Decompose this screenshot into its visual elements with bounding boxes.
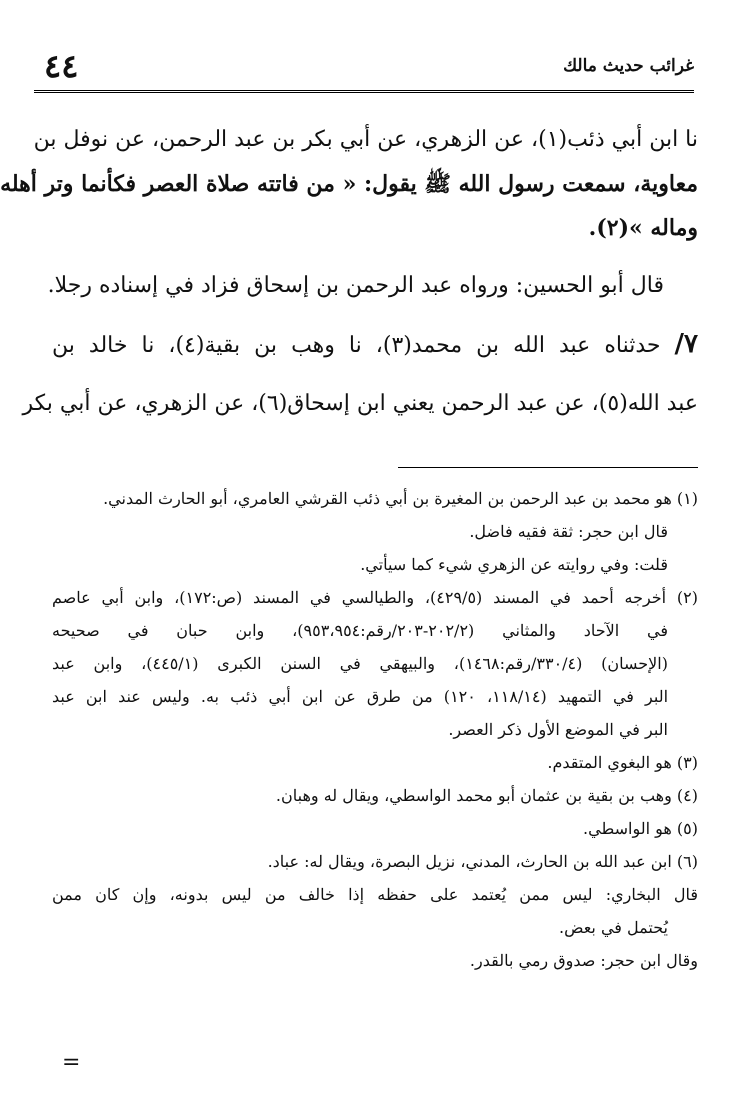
main-line-2: معاوية، سمعت رسول الله ﷺ يقول: « من فاتته صلاة العصر فكأنما وتر أهله xyxy=(0,171,698,197)
continuation-mark: = xyxy=(62,1050,81,1075)
footnote-1-note: قال ابن حجر: ثقة فقيه فاضل. xyxy=(469,522,668,541)
main-line-5 xyxy=(52,322,698,368)
footnote-6-note: قال البخاري: ليس ممن يُعتمد على حفظه إذا خالف من ليس بدونه، وإن كان ممن xyxy=(52,885,699,904)
main-line-4: قال أبو الحسين: ورواه عبد الرحمن بن إسحاق فزاد في إسناده رجلا. xyxy=(47,273,664,298)
main-line-6: عبد الله(٥)، عن عبد الرحمن يعني ابن إسحاق(٦)، عن الزهري، عن أبي بكر xyxy=(22,391,698,416)
page-header xyxy=(34,46,694,86)
footnote-6-note-cont: يُحتمل في بعض. xyxy=(559,918,668,937)
main-line-3: وماله »(٢). xyxy=(588,215,698,241)
main-line-5-text: حدثناه عبد الله بن محمد(٣)، نا وهب بن بقية(٤)، نا خالد بن xyxy=(52,333,661,358)
footnote-2-cont: البر في التمهيد (١١٨/١٤، ١٢٠) من طرق عن ابن أبي ذئب به. وليس عند ابن عبد xyxy=(52,687,669,706)
footnote-6-note: وقال ابن حجر: صدوق رمي بالقدر. xyxy=(469,951,698,970)
running-title: غرائب حديث مالك xyxy=(563,56,694,76)
footnote-2-cont: (الإحسان) (٣٣٠/٤/رقم:١٤٦٨)، والبيهقي في السنن الكبرى (٤٤٥/١)، وابن عبد xyxy=(52,654,668,673)
footnote-2: (٢) أخرجه أحمد في المسند (٤٢٩/٥)، والطيالسي في المسند (ص:١٧٢)، وابن أبي عاصم xyxy=(52,588,699,607)
footnote-3: (٣) هو البغوي المتقدم. xyxy=(547,753,698,772)
footnote-2-cont: في الآحاد والمثاني (٢٠٢/٢-٢٠٣/رقم:٩٥٣،٩٥٤)، وابن حبان في صحيحه xyxy=(52,621,669,640)
footnote-1-note: قلت: وفي روايته عن الزهري شيء كما سيأتي. xyxy=(360,555,668,574)
footnote-separator xyxy=(398,467,698,468)
footnote-4: (٤) وهب بن بقية بن عثمان أبو محمد الواسطي، ويقال له وهبان. xyxy=(275,786,698,805)
paragraph-gap xyxy=(52,250,698,264)
footnote-2-cont: البر في الموضع الأول ذكر العصر. xyxy=(448,720,668,739)
hadith-number: ٧/ xyxy=(674,329,698,359)
page-number: ٤٤ xyxy=(44,47,79,85)
header-rule xyxy=(34,90,694,93)
footnotes xyxy=(52,482,698,977)
main-line-1: نا ابن أبي ذئب(١)، عن الزهري، عن أبي بكر بن عبد الرحمن، عن نوفل بن xyxy=(33,127,698,152)
footnote-1: (١) هو محمد بن عبد الرحمن بن المغيرة بن أبي ذئب القرشي العامري، أبو الحارث المدني. xyxy=(103,489,698,508)
footnote-5: (٥) هو الواسطي. xyxy=(583,819,698,838)
paragraph-gap xyxy=(52,308,698,322)
paragraph-gap xyxy=(52,368,698,382)
main-text xyxy=(0,118,698,426)
footnote-6: (٦) ابن عبد الله بن الحارث، المدني، نزيل البصرة، ويقال له: عباد. xyxy=(267,852,698,871)
